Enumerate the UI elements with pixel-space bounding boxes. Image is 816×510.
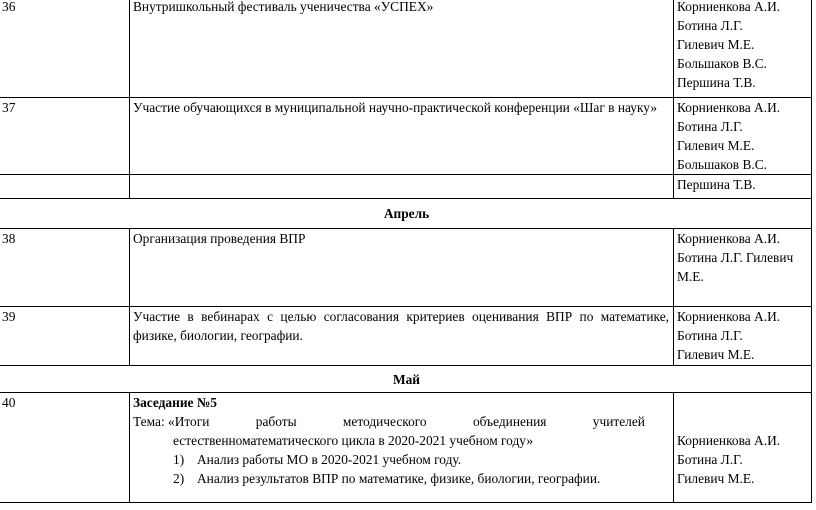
event-cell (130, 175, 674, 199)
responsible-name: Першина Т.В. (677, 177, 756, 192)
responsible-name: Ботина Л.Г. (677, 119, 743, 134)
responsible-name: Корниенкова А.И. (677, 0, 781, 14)
responsible-name: Корниенкова А.И. (677, 100, 781, 115)
responsible-name: Ботина Л.Г. Гилевич (677, 250, 794, 265)
responsible-cell (674, 98, 812, 175)
responsible-cell (674, 229, 812, 307)
row-number: 37 (0, 98, 130, 175)
topic-word: методического (342, 414, 427, 429)
event-text: Участие в вебинарах с целью согласования критериев оценивания ВПР по математике, физике, биологии, географии. (133, 309, 669, 343)
table-row (0, 229, 812, 307)
responsible-name: Ботина Л.Г. (677, 328, 743, 343)
event-cell (130, 229, 674, 307)
topic-word: учителей (592, 414, 645, 429)
responsible-name: Большаков В.С. (677, 157, 768, 172)
agenda-marker: 2) (173, 471, 185, 486)
responsible-name: М.Е. (677, 269, 704, 284)
event-cell (130, 0, 674, 98)
row-number: 36 (0, 0, 130, 98)
event-cell (130, 307, 674, 366)
event-cell (130, 393, 674, 503)
responsible-name: Корниенкова А.И. (677, 433, 781, 448)
responsible-name: Гилевич М.Е. (677, 347, 755, 362)
topic-continuation: естественноматематического цикла в 2020-2021 учебном году» (173, 433, 534, 448)
month-row-may (0, 366, 812, 393)
table-row (0, 307, 812, 366)
responsible-name: Гилевич М.Е. (677, 37, 755, 52)
responsible-cell (674, 0, 812, 98)
month-heading: Май (0, 366, 812, 393)
responsible-cell (674, 307, 812, 366)
agenda-text: Анализ результатов ВПР по математике, физике, биологии, географии. (197, 471, 601, 486)
table-row (0, 0, 812, 98)
table-row (0, 175, 812, 199)
topic-word: объединения (472, 414, 547, 429)
agenda-text: Анализ работы МО в 2020-2021 учебном году. (197, 452, 462, 467)
event-cell (130, 98, 674, 175)
meeting-topic-line (133, 412, 673, 431)
responsible-name: Корниенкова А.И. (677, 231, 781, 246)
agenda-item (133, 469, 673, 488)
responsible-cell (674, 393, 812, 503)
month-heading: Апрель (0, 199, 812, 229)
responsible-cell (674, 175, 812, 199)
meeting-title: Заседание №5 (133, 395, 217, 410)
topic-label: Тема: «Итоги (133, 414, 210, 429)
event-text: Внутришкольный фестиваль ученичества «УСПЕХ» (133, 0, 434, 14)
responsible-name: Корниенкова А.И. (677, 309, 781, 324)
table-row (0, 393, 812, 503)
responsible-name: Гилевич М.Е. (677, 138, 755, 153)
responsible-name: Першина Т.В. (677, 75, 756, 90)
agenda-item (133, 450, 673, 469)
row-number: 39 (0, 307, 130, 366)
topic-word: работы (255, 414, 297, 429)
table-row (0, 98, 812, 175)
row-number (0, 175, 130, 199)
row-number: 38 (0, 229, 130, 307)
agenda-marker: 1) (173, 452, 185, 467)
event-text: Организация проведения ВПР (133, 231, 306, 246)
responsible-name: Большаков В.С. (677, 56, 768, 71)
responsible-name: Гилевич М.Е. (677, 471, 755, 486)
responsible-name: Ботина Л.Г. (677, 18, 743, 33)
month-row-april (0, 199, 812, 229)
event-text: Участие обучающихся в муниципальной научно-практической конференции «Шаг в науку» (133, 100, 658, 115)
row-number: 40 (0, 393, 130, 503)
responsible-name: Ботина Л.Г. (677, 452, 743, 467)
